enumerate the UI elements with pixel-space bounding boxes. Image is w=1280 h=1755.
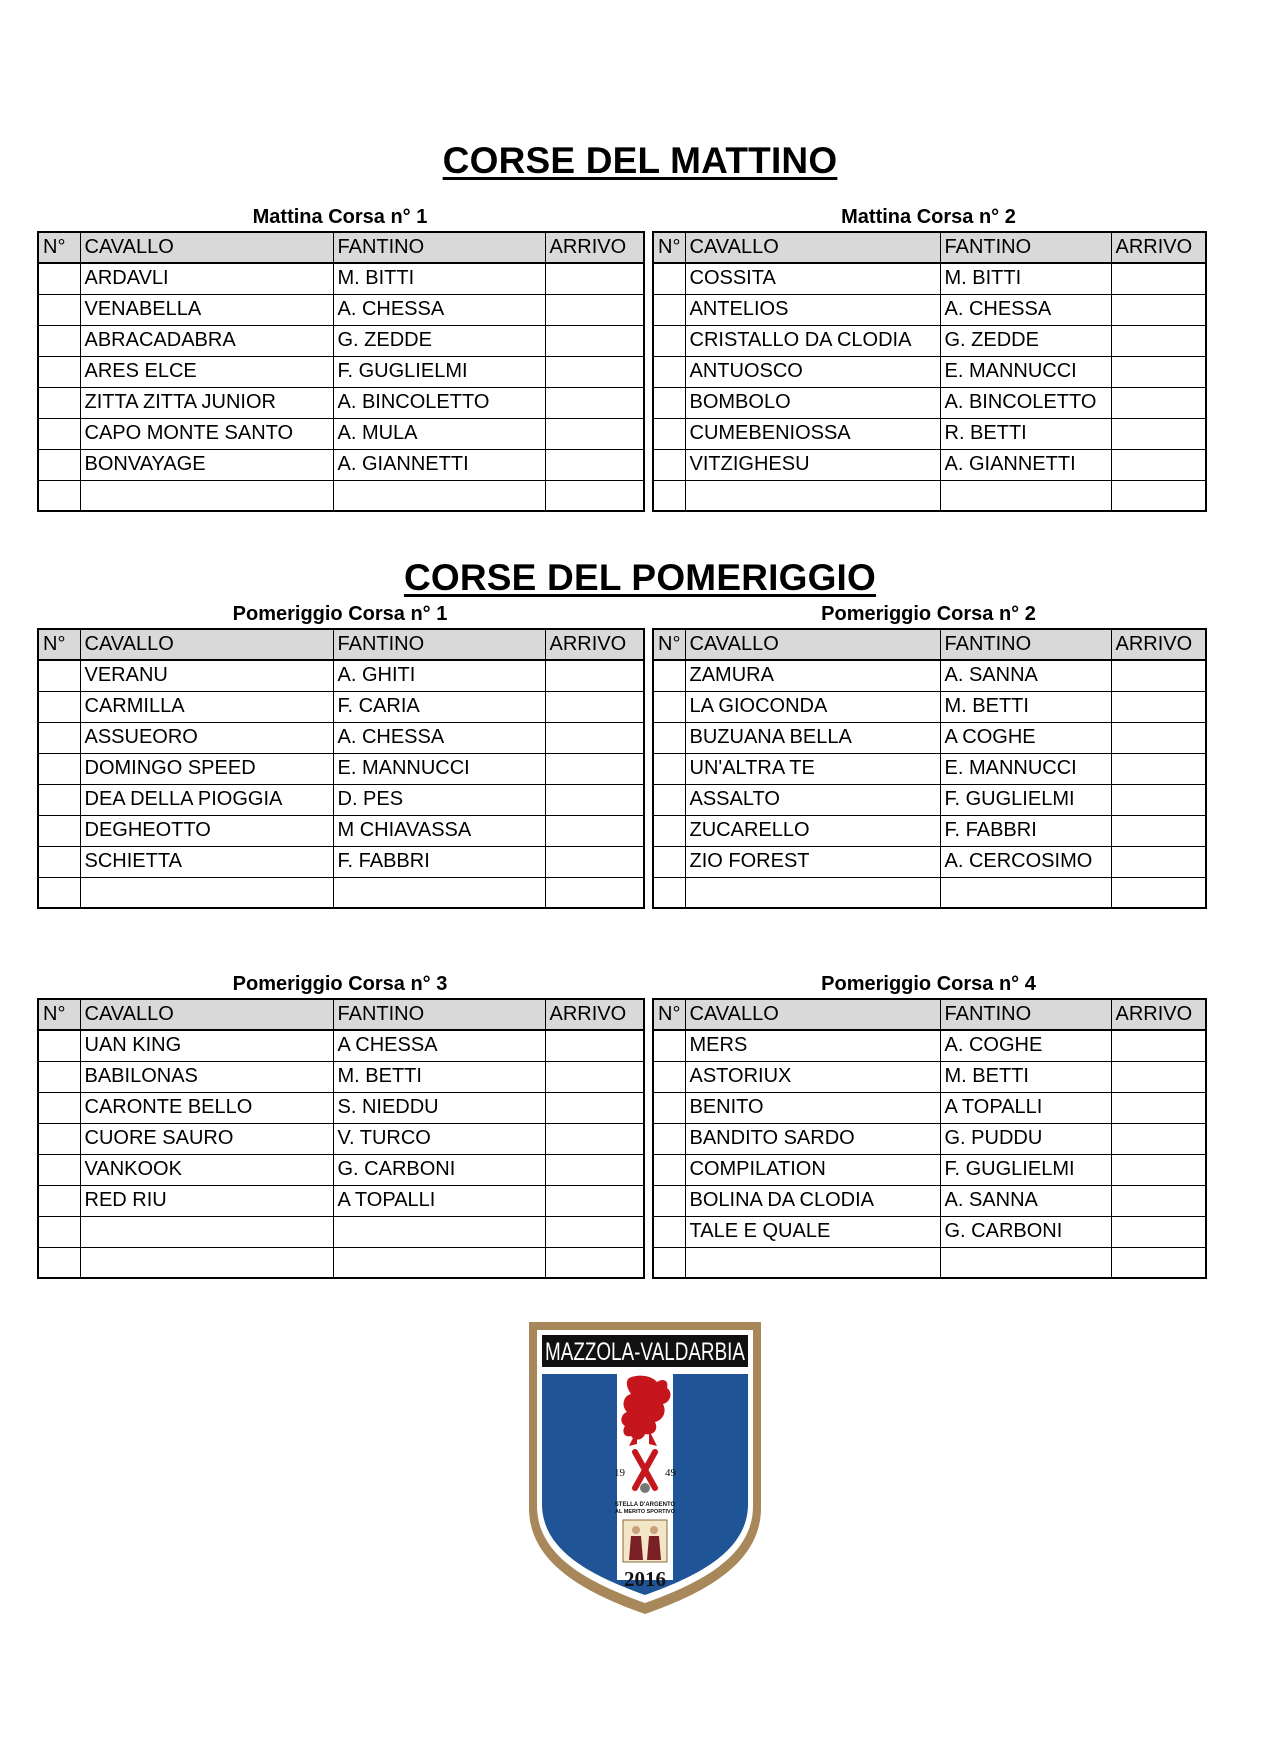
cell-jockey: F. CARIA [333,691,545,722]
cell-arrival [545,1216,644,1247]
table-row [653,753,1206,784]
table-row [653,722,1206,753]
cell-arrival [545,387,644,418]
table-row [38,1092,644,1123]
table-row [653,1030,1206,1061]
cell-num [653,691,685,722]
cell-horse: ZIO FOREST [685,846,940,877]
cell-horse: BABILONAS [80,1061,333,1092]
cell-arrival [1111,1030,1206,1061]
cell-horse: TALE E QUALE [685,1216,940,1247]
cell-horse: ZAMURA [685,660,940,691]
cell-num [38,784,80,815]
cell-num [653,294,685,325]
cell-jockey: F. FABBRI [333,846,545,877]
cell-num [38,1185,80,1216]
race-title: Pomeriggio Corsa n° 1 [232,603,448,625]
cell-num [38,1216,80,1247]
race-pomeriggio-4 [652,970,1205,1279]
cell-num [38,356,80,387]
race-table [652,998,1207,1279]
header-jockey: FANTINO [333,232,545,263]
cell-jockey [940,1247,1111,1278]
cell-jockey [333,480,545,511]
cell-jockey [333,1216,545,1247]
cell-num [653,1154,685,1185]
race-table [37,998,645,1279]
cell-horse: COMPILATION [685,1154,940,1185]
cell-arrival [1111,846,1206,877]
cell-arrival [1111,877,1206,908]
cell-num [38,387,80,418]
cell-num [653,480,685,511]
race-table [652,231,1207,512]
cell-jockey: A. CHESSA [333,294,545,325]
race-table [37,628,645,909]
cell-horse: ABRACADABRA [80,325,333,356]
cell-jockey: F. FABBRI [940,815,1111,846]
header-horse: CAVALLO [685,629,940,660]
header-num: N° [38,629,80,660]
cell-jockey: A. SANNA [940,660,1111,691]
cell-num [38,691,80,722]
cell-horse: RED RIU [80,1185,333,1216]
race-title: Pomeriggio Corsa n° 2 [821,603,1036,625]
cell-arrival [545,356,644,387]
cell-horse [685,1247,940,1278]
table-header-row [653,999,1206,1030]
race-pomeriggio-1 [37,600,643,909]
cell-arrival [1111,660,1206,691]
table-row [653,1123,1206,1154]
table-row [38,1030,644,1061]
race-title: Mattina Corsa n° 2 [841,206,1016,228]
cell-num [653,877,685,908]
table-row [653,1247,1206,1278]
morning-section-title: CORSE DEL MATTINO [442,140,838,181]
cell-arrival [545,1123,644,1154]
cell-jockey: A. CHESSA [940,294,1111,325]
cell-num [38,753,80,784]
cell-horse: BANDITO SARDO [685,1123,940,1154]
race-title: Pomeriggio Corsa n° 3 [232,973,448,995]
cell-horse: COSSITA [685,263,940,294]
table-row [38,846,644,877]
race-pomeriggio-3 [37,970,643,1279]
cell-arrival [545,449,644,480]
cell-horse: BONVAYAGE [80,449,333,480]
table-row [38,815,644,846]
cell-arrival [1111,1154,1206,1185]
table-row [653,387,1206,418]
table-header-row [653,232,1206,263]
cell-jockey: F. GUGLIELMI [333,356,545,387]
logo-club-name: MAZZOLA-VALDARBIA [545,1338,746,1366]
race-title: Pomeriggio Corsa n° 4 [821,973,1036,995]
cell-horse: DEGHEOTTO [80,815,333,846]
cell-jockey: G. PUDDU [940,1123,1111,1154]
table-row [38,387,644,418]
table-row [38,1123,644,1154]
table-row [38,418,644,449]
header-horse: CAVALLO [80,999,333,1030]
cell-jockey [333,1247,545,1278]
table-row [38,1216,644,1247]
cell-arrival [545,1092,644,1123]
cell-jockey: A. BINCOLETTO [333,387,545,418]
table-row [38,691,644,722]
cell-horse: ASSALTO [685,784,940,815]
cell-num [38,1123,80,1154]
cell-num [653,325,685,356]
table-row [653,784,1206,815]
cell-num [653,449,685,480]
cell-horse: UN'ALTRA TE [685,753,940,784]
cell-arrival [1111,418,1206,449]
table-row [38,325,644,356]
table-row [38,1247,644,1278]
cell-arrival [1111,1216,1206,1247]
cell-arrival [545,753,644,784]
cell-arrival [545,1061,644,1092]
cell-num [653,722,685,753]
cell-arrival [1111,753,1206,784]
cell-num [38,1247,80,1278]
cell-jockey: A. MULA [333,418,545,449]
cell-num [653,753,685,784]
cell-arrival [545,1030,644,1061]
table-row [653,418,1206,449]
cell-num [38,263,80,294]
cell-horse: LA GIOCONDA [685,691,940,722]
cell-num [38,1061,80,1092]
cell-horse: BUZUANA BELLA [685,722,940,753]
cell-horse: DOMINGO SPEED [80,753,333,784]
cell-arrival [545,1185,644,1216]
table-row [653,1154,1206,1185]
cell-num [38,1154,80,1185]
table-row [38,877,644,908]
cell-arrival [545,1154,644,1185]
cell-jockey: F. GUGLIELMI [940,1154,1111,1185]
header-arrival: ARRIVO [545,232,644,263]
table-row [653,1216,1206,1247]
race-title: Mattina Corsa n° 1 [252,206,428,228]
cell-horse: CUORE SAURO [80,1123,333,1154]
header-num: N° [38,232,80,263]
header-jockey: FANTINO [940,999,1111,1030]
cell-arrival [1111,784,1206,815]
cell-horse: ANTUOSCO [685,356,940,387]
table-header-row [38,999,644,1030]
table-row [38,753,644,784]
cell-arrival [545,660,644,691]
cell-jockey: D. PES [333,784,545,815]
cell-jockey: A. GIANNETTI [940,449,1111,480]
table-row [653,480,1206,511]
cell-jockey: M CHIAVASSA [333,815,545,846]
table-header-row [38,232,644,263]
table-row [653,846,1206,877]
table-row [653,356,1206,387]
cell-jockey: A. CERCOSIMO [940,846,1111,877]
cell-horse: ASTORIUX [685,1061,940,1092]
cell-num [653,263,685,294]
cell-horse: ZUCARELLO [685,815,940,846]
header-arrival: ARRIVO [1111,999,1206,1030]
cell-jockey: A CHESSA [333,1030,545,1061]
cell-arrival [1111,722,1206,753]
cell-arrival [545,418,644,449]
cell-num [653,1216,685,1247]
table-row [38,449,644,480]
cell-arrival [545,784,644,815]
cell-jockey: R. BETTI [940,418,1111,449]
cell-jockey: V. TURCO [333,1123,545,1154]
cell-arrival [1111,1185,1206,1216]
cell-jockey: M. BETTI [940,1061,1111,1092]
table-row [653,294,1206,325]
logo-award-line2: AL MERITO SPORTIVO [615,1509,675,1515]
race-mattina-2 [652,203,1205,512]
cell-horse: BOMBOLO [685,387,940,418]
cell-jockey: E. MANNUCCI [333,753,545,784]
cell-horse: UAN KING [80,1030,333,1061]
table-row [653,1061,1206,1092]
table-row [38,480,644,511]
cell-num [653,1092,685,1123]
header-horse: CAVALLO [685,232,940,263]
table-row [38,1185,644,1216]
cell-arrival [1111,449,1206,480]
table-header-row [38,629,644,660]
cell-arrival [545,722,644,753]
cell-arrival [1111,815,1206,846]
cell-num [38,846,80,877]
cell-num [38,325,80,356]
cell-horse: CUMEBENIOSSA [685,418,940,449]
cell-jockey: S. NIEDDU [333,1092,545,1123]
cell-num [653,418,685,449]
table-row [653,325,1206,356]
cell-horse [80,877,333,908]
race-mattina-1 [37,203,643,512]
cell-jockey: E. MANNUCCI [940,356,1111,387]
cell-num [653,356,685,387]
cell-num [38,660,80,691]
cell-num [38,877,80,908]
cell-arrival [545,846,644,877]
mazzola-valdarbia-logo [525,1318,765,1618]
cell-num [653,1030,685,1061]
cell-jockey: M. BETTI [940,691,1111,722]
cell-horse: VITZIGHESU [685,449,940,480]
figures-illustration-icon [623,1520,667,1562]
cell-horse: ARDAVLI [80,263,333,294]
cell-num [38,1030,80,1061]
cell-arrival [1111,356,1206,387]
cell-arrival [545,325,644,356]
cell-num [653,1061,685,1092]
cell-num [38,449,80,480]
cell-jockey: E. MANNUCCI [940,753,1111,784]
table-row [653,660,1206,691]
cell-arrival [1111,325,1206,356]
table-header-row [653,629,1206,660]
cell-arrival [545,294,644,325]
cell-arrival [545,691,644,722]
header-jockey: FANTINO [940,629,1111,660]
header-jockey: FANTINO [333,999,545,1030]
cell-jockey: A TOPALLI [333,1185,545,1216]
cell-arrival [1111,1061,1206,1092]
cell-horse: CARMILLA [80,691,333,722]
cell-arrival [1111,1123,1206,1154]
table-row [38,784,644,815]
cell-jockey: M. BITTI [940,263,1111,294]
cell-jockey: A. COGHE [940,1030,1111,1061]
cell-num [653,1185,685,1216]
table-row [38,1154,644,1185]
cell-horse: MERS [685,1030,940,1061]
cell-horse [685,877,940,908]
table-row [653,1185,1206,1216]
star-medal-icon [640,1483,650,1493]
header-arrival: ARRIVO [1111,629,1206,660]
cell-arrival [545,1247,644,1278]
cell-num [653,387,685,418]
cell-jockey [940,480,1111,511]
cell-jockey: G. ZEDDE [333,325,545,356]
cell-num [38,418,80,449]
table-row [653,815,1206,846]
cell-horse [80,480,333,511]
cell-horse: VENABELLA [80,294,333,325]
cell-num [653,846,685,877]
header-jockey: FANTINO [333,629,545,660]
cell-num [38,815,80,846]
cell-horse: VANKOOK [80,1154,333,1185]
table-row [38,356,644,387]
cell-horse [80,1216,333,1247]
cell-horse: ZITTA ZITTA JUNIOR [80,387,333,418]
table-row [653,449,1206,480]
cell-arrival [1111,480,1206,511]
table-row [653,263,1206,294]
cell-jockey [940,877,1111,908]
afternoon-section-title: CORSE DEL POMERIGGIO [403,557,877,598]
cell-horse: CARONTE BELLO [80,1092,333,1123]
cell-jockey: M. BITTI [333,263,545,294]
logo-year-bottom: 2016 [624,1567,666,1591]
cell-arrival [545,263,644,294]
cell-arrival [545,815,644,846]
cell-horse [685,480,940,511]
cell-num [653,1247,685,1278]
cell-num [38,294,80,325]
cell-arrival [545,480,644,511]
cell-jockey: A TOPALLI [940,1092,1111,1123]
cell-arrival [1111,387,1206,418]
cell-horse: ANTELIOS [685,294,940,325]
table-row [38,722,644,753]
cell-jockey: A COGHE [940,722,1111,753]
table-row [38,294,644,325]
header-num: N° [653,999,685,1030]
cell-horse: ASSUEORO [80,722,333,753]
cell-horse: DEA DELLA PIOGGIA [80,784,333,815]
logo-year-left: 19 [614,1467,625,1479]
cell-jockey: G. CARBONI [940,1216,1111,1247]
table-row [38,263,644,294]
header-num: N° [38,999,80,1030]
cell-arrival [1111,1247,1206,1278]
cell-num [653,815,685,846]
table-row [38,1061,644,1092]
cell-jockey: F. GUGLIELMI [940,784,1111,815]
header-horse: CAVALLO [685,999,940,1030]
cell-jockey: A. BINCOLETTO [940,387,1111,418]
cell-num [653,784,685,815]
cell-arrival [1111,1092,1206,1123]
header-arrival: ARRIVO [1111,232,1206,263]
cell-jockey: A. SANNA [940,1185,1111,1216]
cell-horse: BOLINA DA CLODIA [685,1185,940,1216]
logo-award-line1: STELLA D'ARGENTO [614,1502,676,1508]
cell-num [653,660,685,691]
header-jockey: FANTINO [940,232,1111,263]
race-table [652,628,1207,909]
cell-jockey: A. GHITI [333,660,545,691]
race-pomeriggio-2 [652,600,1205,909]
cell-num [653,1123,685,1154]
cell-horse: CRISTALLO DA CLODIA [685,325,940,356]
cell-jockey: M. BETTI [333,1061,545,1092]
cell-horse [80,1247,333,1278]
cell-jockey [333,877,545,908]
cell-num [38,722,80,753]
cell-num [38,1092,80,1123]
cell-horse: SCHIETTA [80,846,333,877]
header-num: N° [653,629,685,660]
table-row [653,691,1206,722]
cell-arrival [545,877,644,908]
race-table [37,231,645,512]
table-row [38,660,644,691]
logo-year-right: 49 [665,1467,676,1479]
cell-horse: ARES ELCE [80,356,333,387]
cell-horse: CAPO MONTE SANTO [80,418,333,449]
header-horse: CAVALLO [80,232,333,263]
cell-horse: BENITO [685,1092,940,1123]
cell-jockey: A. CHESSA [333,722,545,753]
cell-arrival [1111,263,1206,294]
cell-arrival [1111,294,1206,325]
cell-jockey: G. CARBONI [333,1154,545,1185]
cell-num [38,480,80,511]
table-row [653,877,1206,908]
header-num: N° [653,232,685,263]
header-arrival: ARRIVO [545,629,644,660]
cell-jockey: A. GIANNETTI [333,449,545,480]
cell-jockey: G. ZEDDE [940,325,1111,356]
cell-arrival [1111,691,1206,722]
header-arrival: ARRIVO [545,999,644,1030]
cell-horse: VERANU [80,660,333,691]
table-row [653,1092,1206,1123]
header-horse: CAVALLO [80,629,333,660]
